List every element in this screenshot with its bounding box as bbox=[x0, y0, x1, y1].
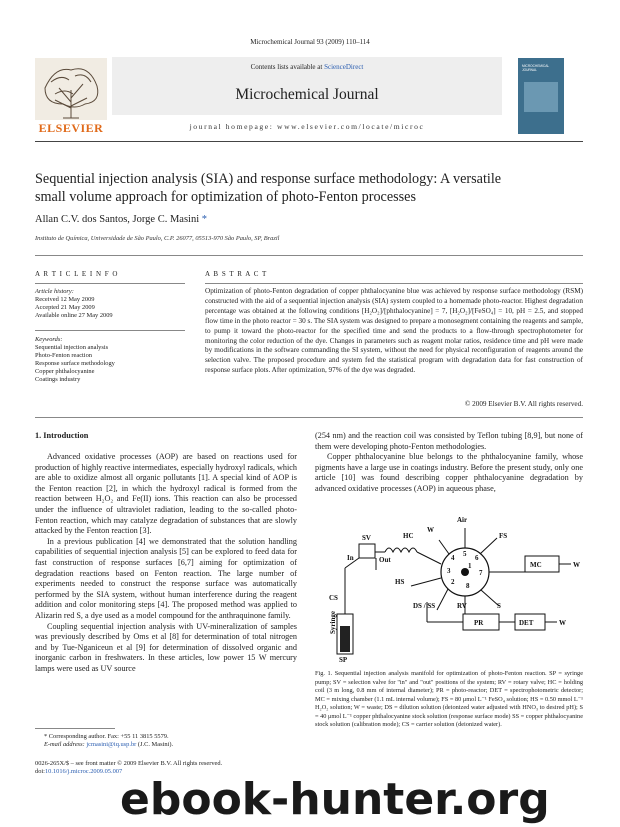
label-s: S bbox=[497, 602, 501, 610]
abstract-rule bbox=[205, 283, 583, 284]
label-w-det: W bbox=[559, 619, 566, 627]
authors: Allan C.V. dos Santos, Jorge C. Masini bbox=[35, 214, 200, 225]
keyword: Sequential injection analysis bbox=[35, 344, 109, 351]
journal-cover bbox=[518, 58, 564, 134]
doi-link[interactable]: 10.1016/j.microc.2009.05.007 bbox=[44, 768, 123, 775]
intro-right-paragraph-2: Copper phthalocyanine blue belongs to the phthalocyanine family, whose pigments have a large use in coatings industry. Before the present study, only one article [10] was found describing copper phthalocyanine degradation by advanced oxidative processes (AOP) in aqueous phase, bbox=[315, 452, 583, 493]
label-hs: HS bbox=[395, 578, 405, 586]
header-rule bbox=[35, 141, 583, 142]
label-w-mc: W bbox=[573, 561, 580, 569]
footnote bbox=[44, 733, 304, 749]
label-sv: SV bbox=[362, 534, 371, 542]
intro-paragraph-3: Coupling sequential injection analysis with UV-mineralization of samples was previously described by Oms et al [8] for determination of total nitrogen and by Tue-Nganiceun et al [9] for determination of dissolved organic and inorganic carbon in freshwaters. In these articles, low power 15 W mercury lamps were used as UV source bbox=[35, 621, 297, 673]
corresponding-author-note: * Corresponding author. Fax: +55 11 3815 5579. bbox=[44, 733, 169, 740]
label-fs: FS bbox=[499, 532, 508, 540]
label-syringe: Syringe bbox=[329, 611, 337, 634]
abstract-text: Optimization of photo-Fenton degradation of copper phthalocyanine blue was achieved by response surface methodology (RSM) constructed with the aid of a sequential injection analysis (SIA) system coupled to a homemade photo-reactor. Highest degradation percentage was obtained at the following conditions [H₂O₂]/[phthalocyanine] = 7, [H₂O₂]/[FeSO₄] = 10, pH = 2.5, and stopped flow time in the photo reactor = 30 s. The SIA system was designed to prepare a monosegment containing the reagents and sample, to pump it toward the photo-reactor for the specified time and send the products to a flow-through spectrophotometer for monitoring the color reduction of the dye. Changes in parameters such as reagent molar ratios, residence time and pH were made by modifications in the software commanding the SI system, without the need for physical reconfiguration of reagents around the selection valve. The proposed procedure and system fed the statistical program with degradation data for fast construction of response surface plots. After optimization, 97% of the dye was degraded. bbox=[205, 287, 583, 375]
history-received: Received 12 May 2009 bbox=[35, 296, 95, 303]
label-sp: SP bbox=[339, 656, 348, 664]
port-number: 4 bbox=[451, 554, 455, 562]
port-number: 5 bbox=[463, 550, 467, 558]
selection-valve bbox=[359, 544, 375, 558]
port-number: 2 bbox=[451, 578, 455, 586]
port-number: 7 bbox=[479, 569, 483, 577]
journal-reference: Microchemical Journal 93 (2009) 110–114 bbox=[250, 38, 370, 46]
corresponding-author-mark[interactable]: * bbox=[201, 214, 207, 225]
abstract-heading: A B S T R A C T bbox=[205, 270, 268, 278]
email-suffix: (J.C. Masini). bbox=[137, 741, 174, 748]
affiliation-rule bbox=[35, 255, 583, 256]
port-number: 1 bbox=[468, 562, 472, 570]
issn-line: 0026-265X/$ – see front matter © 2009 Elsevier B.V. All rights reserved. bbox=[35, 760, 223, 767]
keywords-rule bbox=[35, 330, 185, 331]
port-number: 8 bbox=[466, 582, 470, 590]
keywords bbox=[35, 336, 185, 384]
intro-right-paragraph-1: (254 nm) and the reaction coil was consisted by Teflon tubing [8,9], but none of them were developing photo-Fenton methodologies. bbox=[315, 431, 583, 451]
history-label: Article history: bbox=[35, 288, 74, 295]
label-ds-ss: DS / SS bbox=[413, 602, 436, 610]
port-number: 6 bbox=[475, 554, 479, 562]
journal-homepage[interactable]: journal homepage: www.elsevier.com/locate/microc bbox=[189, 122, 425, 131]
article-info-rule bbox=[35, 283, 185, 284]
holding-coil bbox=[385, 548, 417, 552]
keyword: Coatings industry bbox=[35, 376, 81, 383]
copyright: © 2009 Elsevier B.V. All rights reserved. bbox=[464, 400, 583, 408]
history-accepted: Accepted 21 May 2009 bbox=[35, 304, 95, 311]
section-heading-introduction: 1. Introduction bbox=[35, 431, 89, 440]
keyword: Response surface methodology bbox=[35, 360, 115, 367]
cover-image bbox=[524, 82, 558, 112]
email-link[interactable]: jcmasini@iq.usp.br bbox=[86, 741, 137, 748]
author-line bbox=[35, 214, 207, 225]
contents-prefix: Contents lists available at bbox=[250, 63, 323, 71]
label-cs: CS bbox=[329, 594, 338, 602]
contents-line bbox=[112, 63, 502, 72]
intro-paragraph-1: Advanced oxidative processes (AOP) are based on reactions used for production of highly reactive intermediates, especially hydroxyl radicals, which are able to oxidize almost all organic pollutants [1]. A special kind of AOP is the Fenton reaction [2], in which the hydroxyl radical is formed from the reaction between H₂O₂ and Fe(II) ions. This reaction can also be processed under the influence of ultraviolet radiation, leading to the so-called photo-Fenton reaction, which may catalyze degradation of substances that are slowly attacked by the Fenton reaction [3]. bbox=[35, 452, 297, 536]
label-hc: HC bbox=[403, 532, 414, 540]
footnote-rule bbox=[35, 728, 115, 729]
label-air: Air bbox=[457, 516, 468, 524]
article-title-line-1: Sequential injection analysis (SIA) and response surface methodology: A versatile bbox=[35, 171, 502, 187]
intro-paragraph-2: In a previous publication [4] we demonstrated that the solution handling capabilities of sequential injection analysis [5] can be explored to feed data for fast construction of response surfaces [6,7] aiming for optimization of degradation reactions based on Fenton reaction. The large number of experiments needed to construct the response surface was automatically performed by the SIA system, without human interference during the reagent addition and color monitoring steps [4]. The proposed method was applied to Alizarin red S, a dye used as a model compound for the anthraquinone family. bbox=[35, 536, 297, 620]
figure-1-manifold-diagram bbox=[315, 510, 583, 665]
sciencedirect-link[interactable]: ScienceDirect bbox=[324, 63, 364, 71]
elsevier-logo bbox=[35, 58, 107, 136]
port-number: 3 bbox=[447, 567, 451, 575]
watermark: ebook-hunter.org bbox=[120, 774, 550, 825]
keywords-label: Keywords: bbox=[35, 336, 63, 343]
keyword: Copper phthalocyanine bbox=[35, 368, 95, 375]
keyword: Photo-Fenton reaction bbox=[35, 352, 92, 359]
article-info-heading: A R T I C L E I N F O bbox=[35, 270, 119, 278]
abstract-bottom-rule bbox=[35, 417, 583, 418]
label-w-top: W bbox=[427, 526, 434, 534]
affiliation: Instituto de Química, Universidade de São Paulo, C.P. 26077, 05513-970 São Paulo, SP, Brazil bbox=[35, 235, 280, 242]
article-title-line-2: small volume approach for optimization of photo-Fenton processes bbox=[35, 188, 417, 205]
introduction-right-column bbox=[315, 431, 583, 495]
article-history bbox=[35, 288, 185, 320]
label-mc: MC bbox=[530, 561, 542, 569]
article-title bbox=[35, 171, 595, 206]
label-det: DET bbox=[519, 619, 534, 627]
figure-1-caption: Fig. 1. Sequential injection analysis manifold for optimization of photo-Fenton reaction. SP = syringe pump; SV = selection valve for "in" and "out" positions of the system; RV = rotary valve; HC = holding coil (3 m long, 0.8 mm of internal diameter); PR = photo-reactor; DET = spectrophotometric detector; MC = mixing chamber (1.1 mL internal volume); FS = 80 μmol L⁻¹ FeSO₄ solution; HS = 0.50 mmol L⁻¹ H₂O₂ solution; W = waste; DS = dilution solution (deionized water adjusted with HNO₃ to desired pH); S = 40 μmol L⁻¹ copper phthalocyanine stock solution (response surface mode) SS = copper phthalocyanine stock solution (calibration mode); CS = carrier solution (deionized water). bbox=[315, 670, 583, 728]
journal-cover-title: MICROCHEMICAL JOURNAL bbox=[522, 64, 549, 72]
label-out: Out bbox=[379, 556, 391, 564]
email-label: E-mail address: bbox=[44, 741, 85, 748]
doi-label: doi: bbox=[35, 768, 45, 775]
label-rv: RV bbox=[457, 602, 467, 610]
label-pr: PR bbox=[474, 619, 484, 627]
history-online: Available online 27 May 2009 bbox=[35, 312, 113, 319]
publisher-logo-text: ELSEVIER bbox=[38, 121, 104, 135]
journal-name: Microchemical Journal bbox=[235, 86, 379, 103]
syringe-plunger bbox=[340, 626, 350, 652]
label-in: In bbox=[347, 554, 354, 562]
introduction-left-column bbox=[35, 452, 297, 674]
